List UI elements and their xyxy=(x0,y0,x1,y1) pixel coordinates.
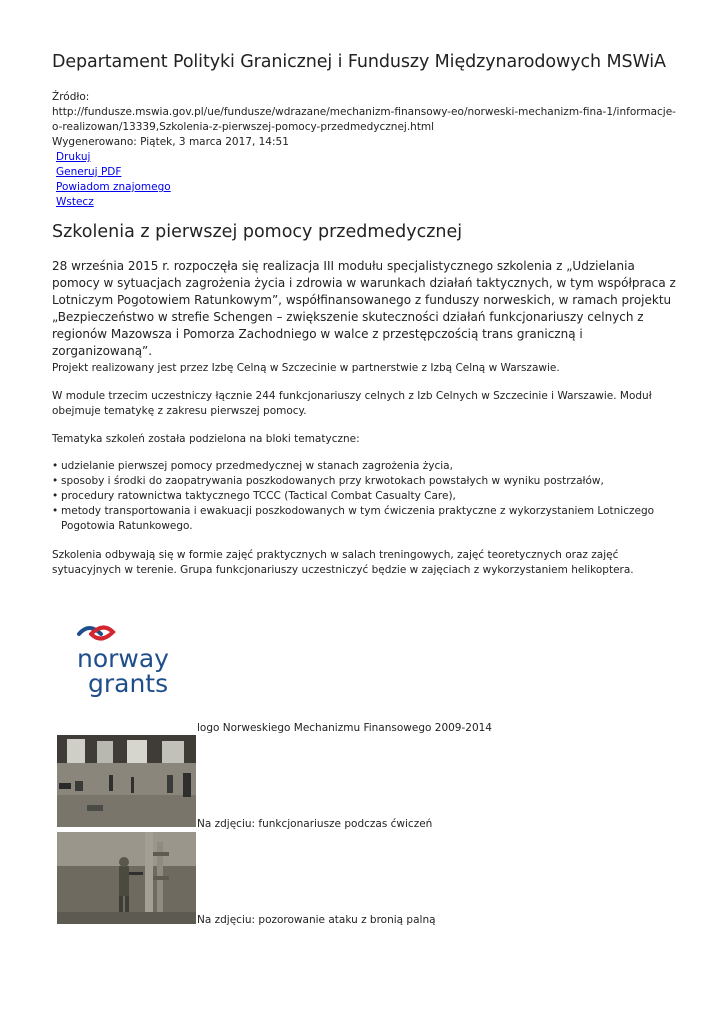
list-item: • sposoby i środki do zaopatrywania poszkodowanych przy krwotokach powstałych w wyniku postrzałów, xyxy=(52,474,677,489)
list-item: • udzielanie pierwszej pomocy przedmedycznej w stanach zagrożenia życia, xyxy=(52,459,677,474)
logo-text-norway: norway xyxy=(77,644,169,673)
training-photo-2-image xyxy=(57,832,196,924)
source-url: http://fundusze.mswia.gov.pl/ue/fundusze/wdrazane/mechanizm-finansowy-eo/norweski-mechanizm-fina-1/informacje-o-realizowan/13339,Szkolenia-z-pierwszej-pomocy-przedmedycznej.html xyxy=(52,106,676,133)
list-item: • metody transportowania i ewakuacji poszkodowanych w tym ćwiczenia praktyczne z wykorzystaniem Lotniczego Pogotowia Ratunkowego. xyxy=(52,504,677,534)
generate-pdf-link[interactable]: Generuj PDF xyxy=(56,166,122,178)
norway-grants-logo-image xyxy=(57,592,197,732)
source-label: Źródło: xyxy=(52,91,90,103)
paragraph-topics-intro: Tematyka szkoleń została podzielona na bloki tematyczne: xyxy=(52,433,360,445)
training-photo-1 xyxy=(57,735,196,827)
link-item xyxy=(56,180,677,195)
action-links xyxy=(52,150,677,210)
logo-caption: logo Norweskiego Mechanizmu Finansowego 2009-2014 xyxy=(197,722,492,734)
notify-friend-link[interactable]: Powiadom znajomego xyxy=(56,181,171,193)
training-photo-2 xyxy=(57,832,196,924)
link-item xyxy=(56,150,677,165)
print-link[interactable]: Drukuj xyxy=(56,151,91,163)
link-item xyxy=(56,165,677,180)
paragraph-project: Projekt realizowany jest przez Izbę Celną w Szczecinie w partnerstwie z Izbą Celną w Warszawie. xyxy=(52,362,560,374)
paragraph-module: W module trzecim uczestniczy łącznie 244 funkcjonariuszy celnych z Izb Celnych w Szczecinie i Warszawie. Moduł obejmuje tematykę z zakresu pierwszej pomocy. xyxy=(52,390,652,417)
norway-grants-logo xyxy=(57,592,197,732)
logo-text-grants: grants xyxy=(88,669,169,698)
back-link[interactable]: Wstecz xyxy=(56,196,94,208)
topics-list xyxy=(52,459,677,534)
article-title: Szkolenia z pierwszej pomocy przedmedycznej xyxy=(52,222,463,242)
photo-1-caption: Na zdjęciu: funkcjonariusze podczas ćwiczeń xyxy=(197,818,433,830)
site-title: Departament Polityki Granicznej i Funduszy Międzynarodowych MSWiA xyxy=(52,52,666,72)
training-photo-1-image xyxy=(57,735,196,827)
link-item xyxy=(56,195,677,210)
paragraph-forms: Szkolenia odbywają się w formie zajęć praktycznych w salach treningowych, zajęć teoretycznych oraz zajęć sytuacyjnych w terenie. Grupa funkcjonariuszy uczestniczyć będzie w zajęciach z wykorzystaniem helikoptera. xyxy=(52,549,634,576)
article-lead: 28 września 2015 r. rozpoczęła się realizacja III modułu specjalistycznego szkolenia z „Udzielania pomocy w sytuacjach zagrożenia życia i zdrowia w warunkach działań taktycznych, w tym współpraca z Lotniczym Pogotowiem Ratunkowym”, współfinansowanego z funduszy norweskich, w ramach projektu „Bezpieczeństwo w strefie Schengen – zwiększenie skuteczności działań funkcjonariuszy celnych z regionów Mazowsza i Pomorza Zachodniego w walce z przestępczością trans graniczną i zorganizowaną”. xyxy=(52,259,676,358)
photo-2-caption: Na zdjęciu: pozorowanie ataku z bronią palną xyxy=(197,914,436,926)
list-item: • procedury ratownictwa taktycznego TCCC (Tactical Combat Casualty Care), xyxy=(52,489,677,504)
document-meta xyxy=(52,90,677,210)
generated-date: Wygenerowano: Piątek, 3 marca 2017, 14:51 xyxy=(52,136,289,148)
